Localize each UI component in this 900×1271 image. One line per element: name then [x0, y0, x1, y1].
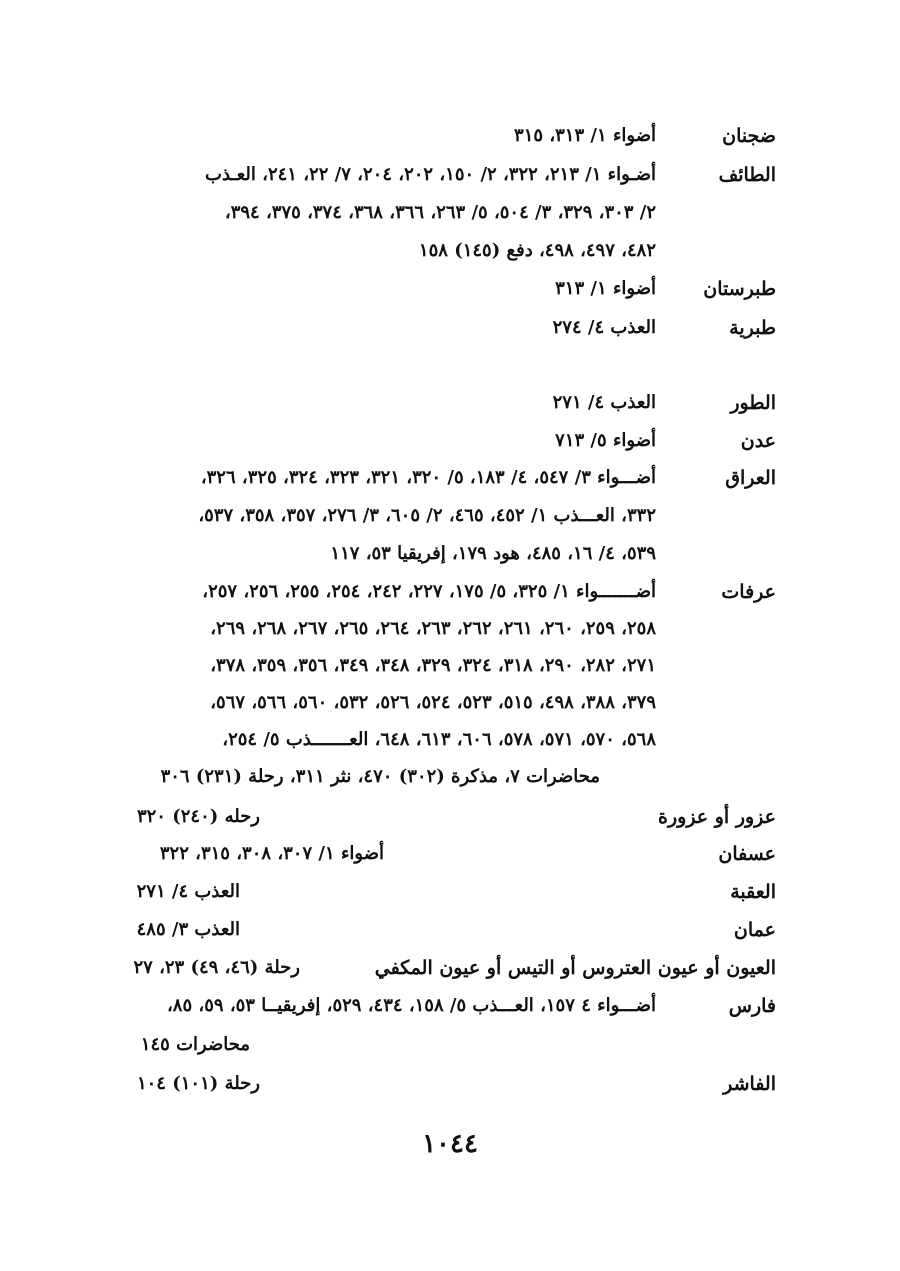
place-name: العقبة — [730, 881, 776, 903]
index-entry — [0, 874, 900, 914]
page-references: رحلة (٤٦، ٤٩) ٢٣، ٢٧ — [133, 957, 300, 978]
place-name: عدن — [740, 430, 776, 452]
page-references: العذب ٤/ ٢٧١ — [552, 392, 656, 413]
index-entry — [0, 1066, 900, 1106]
page-references: العذب ٣/ ٤٨٥ — [136, 919, 240, 940]
index-entry — [0, 423, 900, 463]
page-references: أضـواء ١/ ٢١٣، ٣٢٢، ٢/ ١٥٠، ٢٠٢، ٢٠٤، ٧/ ٢٢، ٢٤١، العـذب — [205, 164, 656, 185]
page-references: رحلة (١٠١) ١٠٤ — [136, 1073, 260, 1094]
place-name: عسفان — [718, 843, 776, 865]
place-name: ضجنان — [722, 125, 776, 147]
index-entry — [0, 385, 900, 425]
place-name: طبرستان — [703, 278, 776, 300]
page-references: رحله (٢٤٠) ٣٢٠ — [136, 806, 260, 827]
page-references: أضواء ٥/ ٧١٣ — [555, 430, 656, 451]
page-references: أضـــواء ٣/ ٥٤٧، ٤/ ١٨٣، ٥/ ٣٢٠، ٣٢١، ٣٢٣، ٣٢٤، ٣٢٥، ٣٢٦، — [200, 467, 656, 488]
page-references: أضـــواء ٤ ١٥٧، العـــذب ٥/ ١٥٨، ٤٣٤، ٥٢٩، إفريقيــا ٥٣، ٥٩، ٨٥، — [166, 995, 656, 1016]
page-references: محاضرات ٧، مذكرة (٣٠٢) ٤٧٠، نثر ٣١١، رحلة (٢٣١) ٣٠٦ — [160, 766, 600, 787]
place-name: فارس — [728, 995, 776, 1017]
place-name: عمان — [733, 919, 776, 941]
index-entry — [0, 912, 900, 952]
place-name: الطائف — [718, 164, 776, 186]
place-name: الطور — [730, 392, 776, 414]
place-name: العيون أو عيون العتروس أو التيس أو عيون المكفي — [374, 957, 776, 979]
place-name: عرفات — [721, 581, 776, 603]
index-entry — [0, 271, 900, 311]
index-entry — [0, 799, 900, 839]
index-entry — [0, 574, 900, 804]
page-number: ١٠٤٤ — [422, 1129, 478, 1159]
page-references: ٤٨٢، ٤٩٧، ٤٩٨، دفع (١٤٥) ١٥٨ — [418, 240, 656, 261]
page-references: محاضرات ١٤٥ — [140, 1034, 250, 1055]
page-references: ٢٥٨، ٢٥٩، ٢٦٠، ٢٦١، ٢٦٢، ٢٦٣، ٢٦٤، ٢٦٥، ٢٦٧، ٢٦٨، ٢٦٩، — [210, 618, 656, 639]
page-references: ٣٣٢، العـــذب ١/ ٤٥٢، ٤٦٥، ٢/ ٦٠٥، ٣/ ٢٧٦، ٣٥٧، ٣٥٨، ٥٣٧، — [198, 505, 656, 526]
page-references: أضواء ١/ ٣٠٧، ٣٠٨، ٣١٥، ٣٢٢ — [159, 843, 384, 864]
page-references: ٣٧٩، ٣٨٨، ٤٩٨، ٥١٥، ٥٢٣، ٥٢٤، ٥٢٦، ٥٣٢، ٥٦٠، ٥٦٦، ٥٦٧، — [210, 692, 656, 713]
index-entry — [0, 118, 900, 158]
index-entry — [0, 460, 900, 580]
place-name: طبرية — [729, 317, 776, 339]
page-references: العذب ٤/ ٢٧٤ — [552, 317, 656, 338]
page-references: أضواء ١/ ٣١٣، ٣١٥ — [514, 125, 656, 146]
page-references: ٥٦٨، ٥٧٠، ٥٧١، ٥٧٨، ٦٠٦، ٦١٣، ٦٤٨، العـــــــذب ٥/ ٢٥٤، — [222, 729, 656, 750]
index-entry — [0, 950, 900, 990]
index-entry — [0, 310, 900, 350]
page-references: أضـــــــواء ١/ ٣٢٥، ٥/ ١٧٥، ٢٢٧، ٢٤٢، ٢٥٤، ٢٥٥، ٢٥٦، ٢٥٧، — [202, 581, 656, 602]
place-name: الفاشر — [723, 1073, 776, 1095]
place-name: عزور أو عزورة — [658, 806, 776, 828]
page-references: العذب ٤/ ٢٧١ — [136, 881, 240, 902]
index-entry — [0, 836, 900, 876]
index-entry — [0, 157, 900, 277]
page-references: ٢٧١، ٢٨٢، ٢٩٠، ٣١٨، ٣٢٤، ٣٢٩، ٣٤٨، ٣٤٩، ٣٥٦، ٣٥٩، ٣٧٨، — [210, 655, 656, 676]
page-references: ٥٣٩، ٤/ ١٦، ٤٨٥، هود ١٧٩، إفريقيا ٥٣، ١١٧ — [330, 543, 656, 564]
place-name: العراق — [725, 467, 776, 489]
index-entry — [0, 988, 900, 1068]
page-references: ٢/ ٣٠٣، ٣٢٩، ٣/ ٥٠٤، ٥/ ٢٦٣، ٣٦٦، ٣٦٨، ٣٧٤، ٣٧٥، ٣٩٤، — [224, 202, 656, 223]
page-references: أضواء ١/ ٣١٣ — [555, 278, 656, 299]
